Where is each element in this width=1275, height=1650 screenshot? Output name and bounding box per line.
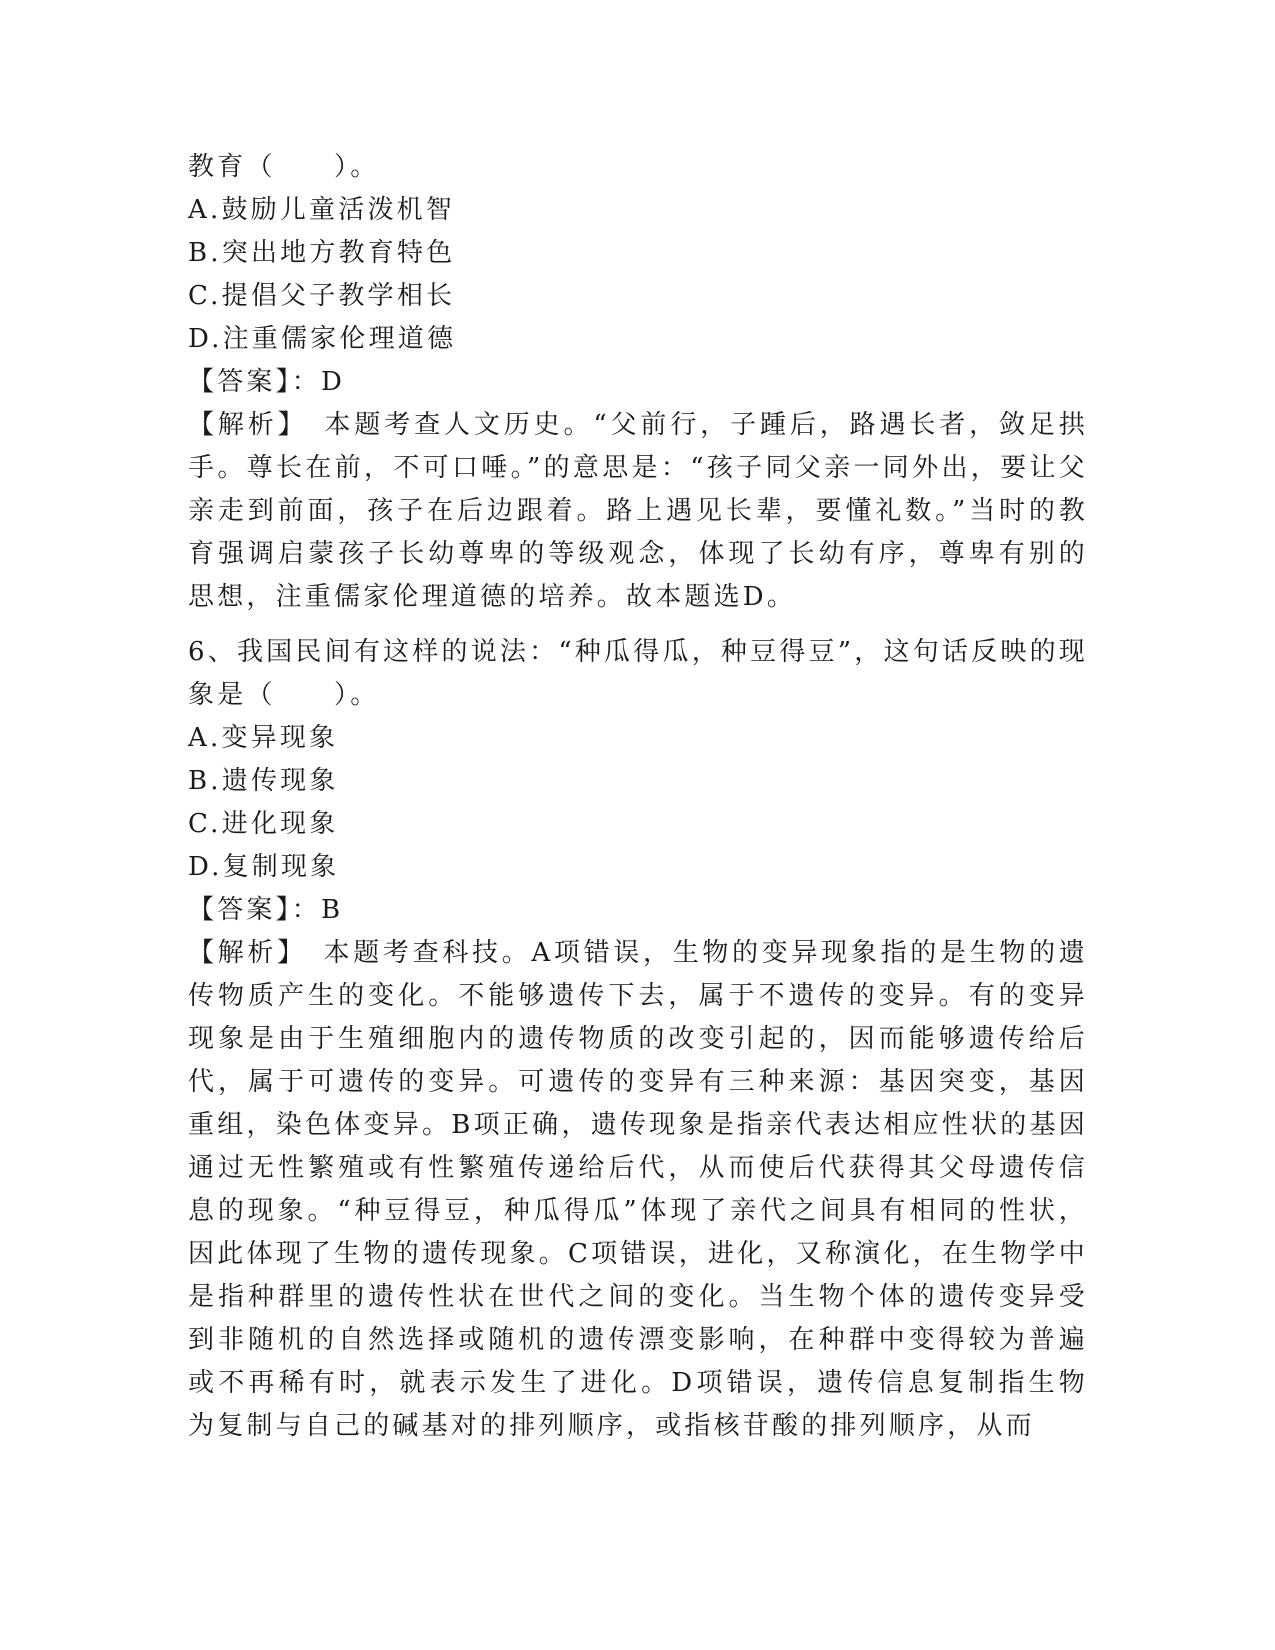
question-separator — [188, 619, 1088, 631]
question-5-option-d: D.注重儒家伦理道德 — [188, 324, 457, 354]
question-5-answer-value: D — [321, 367, 346, 397]
question-5-option-b: B.突出地方教育特色 — [188, 238, 456, 268]
question-6-option-d: D.复制现象 — [188, 852, 340, 882]
question-6-answer-value: B — [321, 895, 344, 925]
question-6-analysis-label: 【解析】 — [188, 938, 294, 968]
question-5-answer-label: 【答案】： — [188, 367, 322, 397]
question-6-analysis-text: 本题考查科技。A项错误，生物的变异现象指的是生物的遗传物质产生的变化。不能够遗传下去，属于不遗传的变异。有的变异现象是由于生殖细胞内的遗传物质的改变引起的，因而能够遗传给后代，属于可遗传的变异。可遗传的变异有三种来源：基因突变，基因重组，染色体变异。B项正确，遗传现象是指亲代表达相应性状的基因通过无性繁殖或有性繁殖传递给后代，从而使后代获得其父母遗传信息的现象。“种豆得豆，种瓜得瓜”体现了亲代之间具有相同的性状，因此体现了生物的遗传现象。C项错误，进化，又称演化，在生物学中是指种群里的遗传性状在世代之间的变化。当生物个体的遗传变异受到非随机的自然选择或随机的遗传漂变影响，在种群中变得较为普遍或不再稀有时，就表示发生了进化。D项错误，遗传信息复制指生物为复制与自己的碱基对的排列顺序，或指核苷酸的排列顺序，从而 — [188, 938, 1088, 1441]
question-5-analysis-text: 本题考查人文历史。“父前行，子踵后，路遇长者，敛足拱手。尊长在前，不可口唾。”的意思是：“孩子同父亲一同外出，要让父亲走到前面，孩子在后边跟着。路上遇见长辈，要懂礼数。”当时的教育强调启蒙孩子长幼尊卑的等级观念，体现了长幼有序，尊卑有别的思想，注重儒家伦理道德的培养。故本题选D。 — [188, 410, 1088, 612]
question-6-stem: 6、我国民间有这样的说法：“种瓜得瓜，种豆得豆”，这句话反映的现象是（ ）。 — [188, 637, 1088, 710]
question-6-option-b: B.遗传现象 — [188, 766, 339, 796]
question-6-answer — [188, 889, 1088, 932]
document-body — [188, 146, 1088, 1448]
question-5-analysis — [188, 404, 1088, 619]
question-6-option-c: C.进化现象 — [188, 809, 339, 839]
question-5-option-c: C.提倡父子教学相长 — [188, 281, 456, 311]
question-5-analysis-label: 【解析】 — [188, 410, 295, 440]
question-5-answer — [188, 361, 1088, 404]
question-5-stem-tail: 教育（ ）。 — [188, 152, 380, 182]
question-6-option-a: A.变异现象 — [188, 723, 339, 753]
question-5-option-a: A.鼓励儿童活泼机智 — [188, 195, 456, 225]
question-6-analysis — [188, 932, 1088, 1448]
question-6-answer-label: 【答案】： — [188, 895, 322, 925]
